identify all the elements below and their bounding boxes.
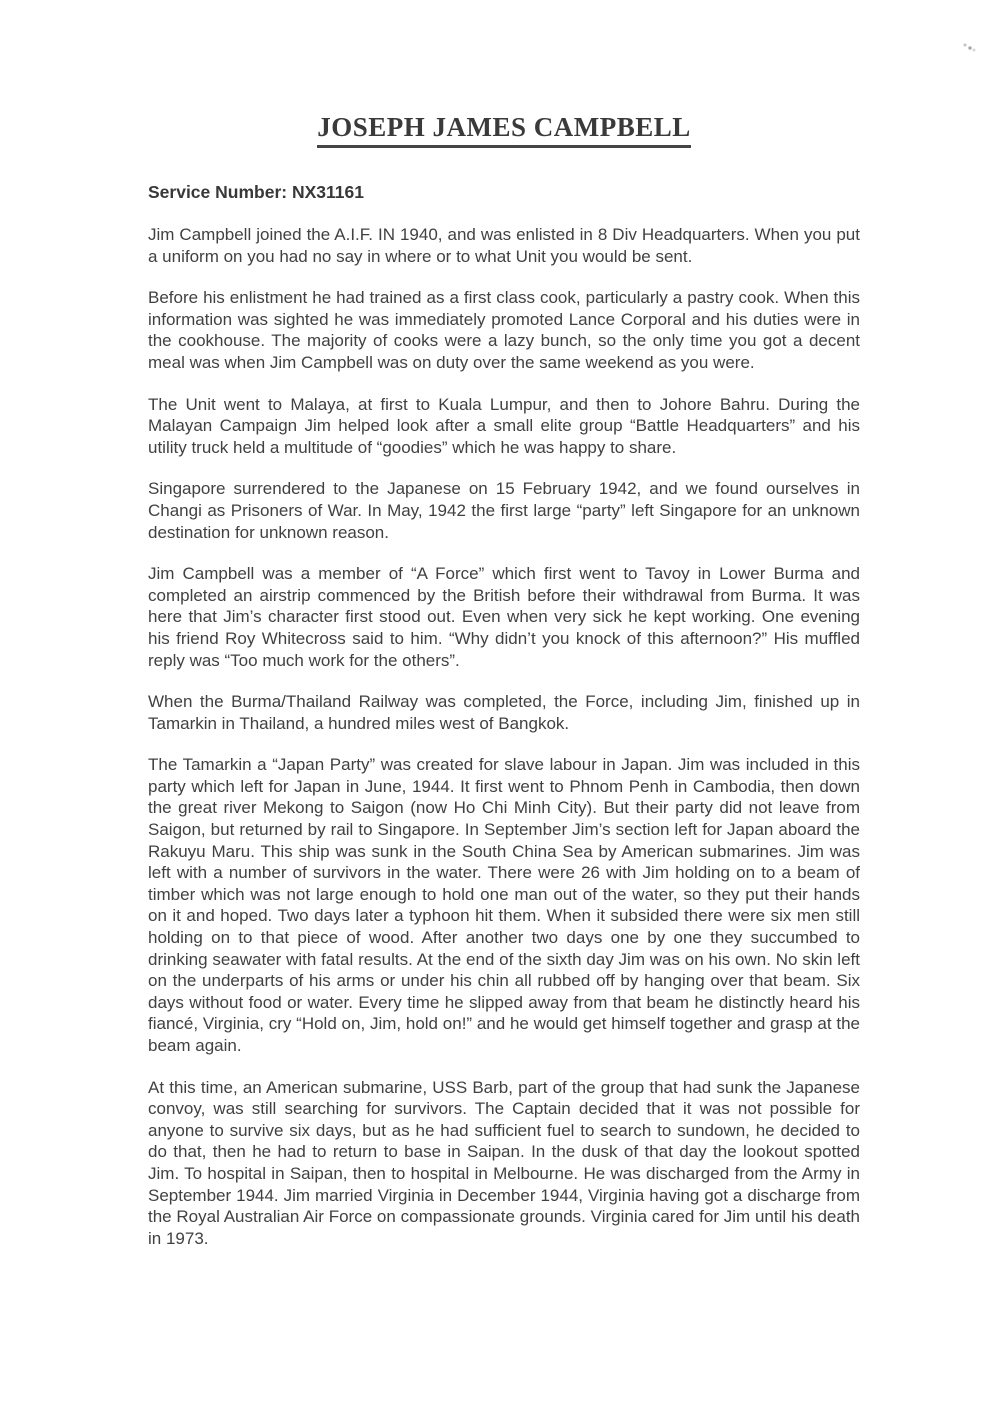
- page-title-text: JOSEPH JAMES CAMPBELL: [317, 112, 691, 148]
- paragraph-a-force: Jim Campbell was a member of “A Force” which first went to Tavoy in Lower Burma and completed an airstrip commenced by the British before their withdrawal from Burma. It was here that Jim’s character first stood out. Even when very sick he kept working. One evening his friend Roy Whitecross said to him. “Why didn’t you knock of this afternoon?” His muffled reply was “Too much work for the others”.: [148, 564, 860, 670]
- page-title: [148, 112, 860, 148]
- paragraph-railway-completed: When the Burma/Thailand Railway was completed, the Force, including Jim, finished up in Tamarkin in Thailand, a hundred miles west of Bangkok.: [148, 692, 860, 733]
- paragraph-malaya: The Unit went to Malaya, at first to Kuala Lumpur, and then to Johore Bahru. During the Malayan Campaign Jim helped look after a small elite group “Battle Headquarters” and his utility truck held a multitude of “goodies” which he was happy to share.: [148, 394, 860, 457]
- paragraph-enlistment: Jim Campbell joined the A.I.F. IN 1940, and was enlisted in 8 Div Headquarters. When you put a uniform on you had no say in where or to what Unit you would be sent.: [148, 225, 860, 266]
- paragraph-japan-party-sinking: The Tamarkin a “Japan Party” was created for slave labour in Japan. Jim was included in this party which left for Japan in June, 1944. It first went to Phnom Penh in Cambodia, then down the great river Mekong to Saigon (now Ho Chi Minh City). But their party did not leave from Saigon, but returned by rail to Singapore. In September Jim’s section left for Japan aboard the Rakuyu Maru. This ship was sunk in the South China Sea by American submarines. Jim was left with a number of survivors in the water. There were 26 with Jim holding on to a beam of timber which was not large enough to hold one man out of the water, so they put their hands on it and hoped. Two days later a typhoon hit them. When it subsided there were six men still holding on to that piece of wood. After another two days one by one they succumbed to drinking seawater with fatal results. At the end of the sixth day Jim was on his own. No skin left on the underparts of his arms or under his chin all rubbed off by hanging over that beam. Six days without food or water. Every time he slipped away from that beam he distinctly heard his fiancé, Virginia, cry “Hold on, Jim, hold on!” and he would get himself together and grasp at the beam again.: [148, 755, 860, 1055]
- paragraph-singapore-surrender: Singapore surrendered to the Japanese on 15 February 1942, and we found ourselves in Changi as Prisoners of War. In May, 1942 the first large “party” left Singapore for an unknown destination for unknown reason.: [148, 479, 860, 542]
- service-number: Service Number: NX31161: [148, 182, 364, 202]
- document-content: [148, 112, 860, 1269]
- paragraph-cook-training: Before his enlistment he had trained as a first class cook, particularly a pastry cook. When this information was sighted he was immediately promoted Lance Corporal and his duties were in the cookhouse. The majority of cooks were a lazy bunch, so the only time you got a decent meal was when Jim Campbell was on duty over the same weekend as you were.: [148, 288, 860, 372]
- scan-smudge: [962, 42, 976, 52]
- paragraph-uss-barb-rescue: At this time, an American submarine, USS Barb, part of the group that had sunk the Japanese convoy, was still searching for survivors. The Captain decided that it was not possible for anyone to survive six days, but as he had sufficient fuel to search to sundown, he decided to do that, then he had to return to base in Saipan. In the dusk of that day the lookout spotted Jim. To hospital in Saipan, then to hospital in Melbourne. He was discharged from the Army in September 1944. Jim married Virginia in December 1944, Virginia having got a discharge from the Royal Australian Air Force on compassionate grounds. Virginia cared for Jim until his death in 1973.: [148, 1077, 860, 1248]
